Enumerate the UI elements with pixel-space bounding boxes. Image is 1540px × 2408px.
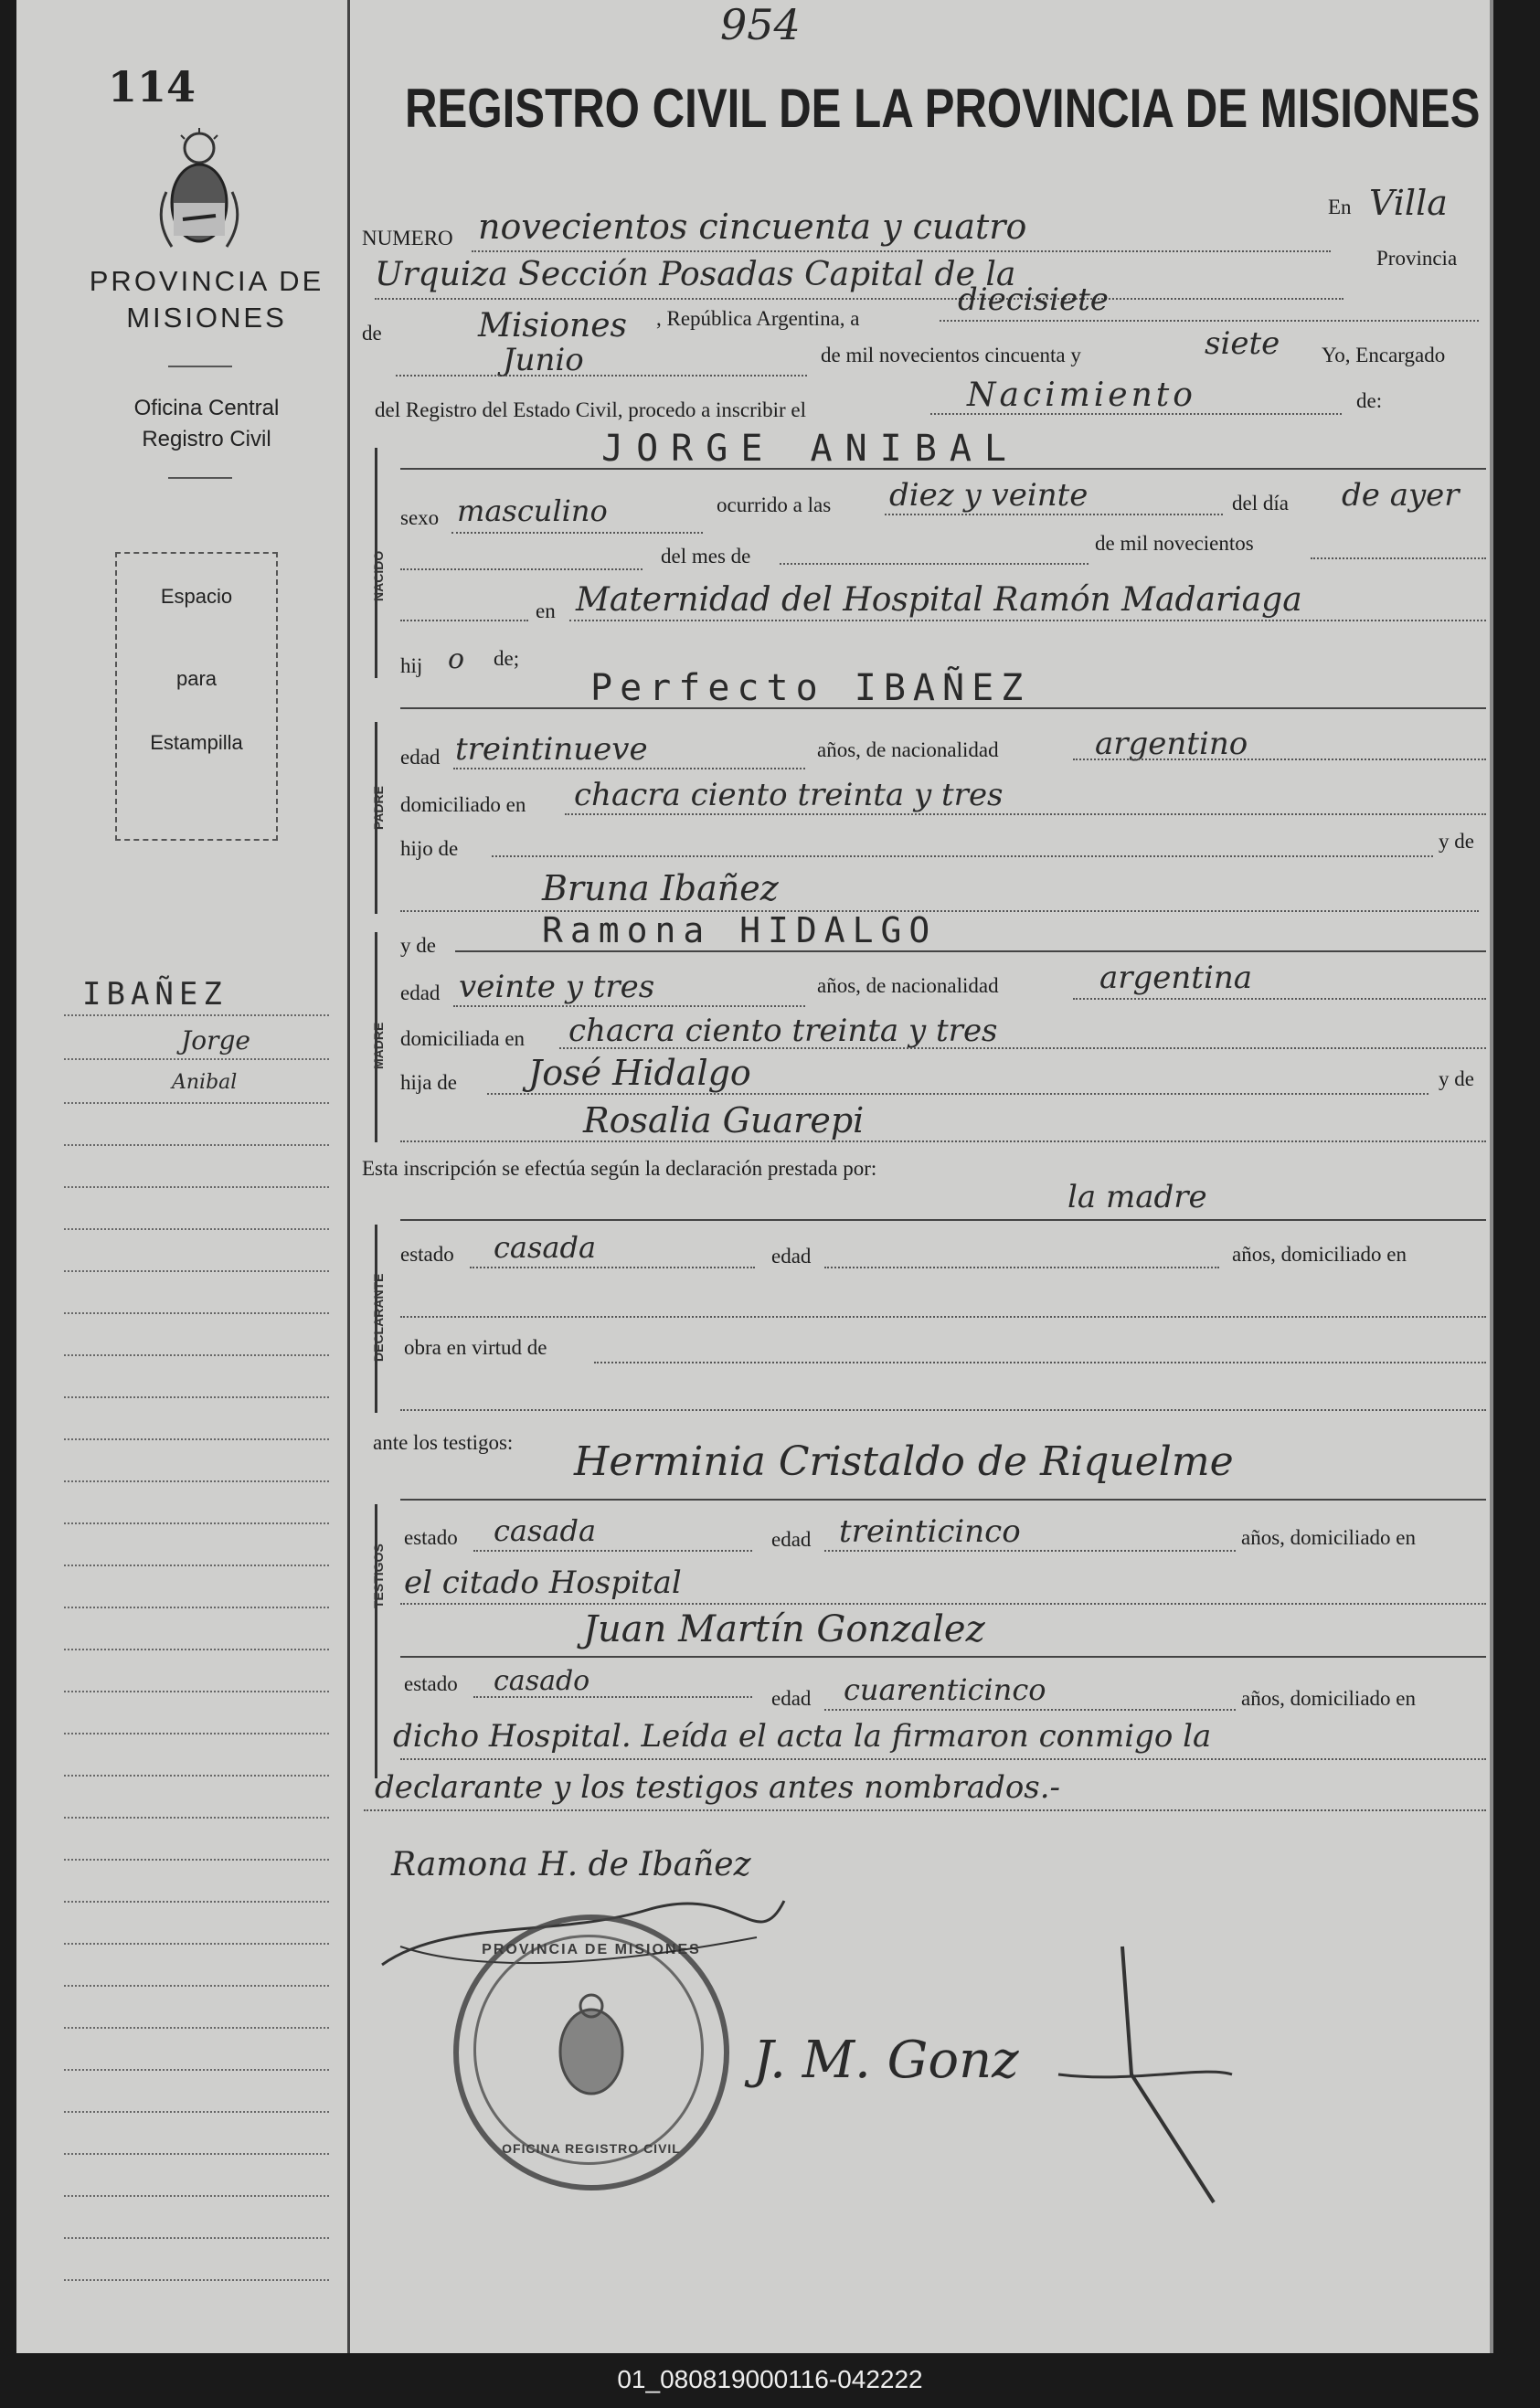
de-label: de — [362, 322, 382, 345]
folio-number: 114 — [108, 62, 196, 111]
witness2-age-value: cuarenticinco — [844, 1672, 1046, 1707]
hora-value: diez y veinte — [889, 477, 1089, 514]
section-label: NACIDO — [371, 550, 386, 601]
margin-surname: IBAÑEZ — [82, 976, 228, 1013]
edad-label: edad — [771, 1687, 812, 1710]
margin-column — [16, 0, 350, 2353]
section-label: PADRE — [371, 786, 386, 830]
child-name: JORGE ANIBAL — [601, 428, 1019, 470]
section-label: DECLARANTE — [371, 1273, 386, 1362]
anos-label: años, de nacionalidad — [817, 974, 999, 997]
testigos-intro: ante los testigos: — [373, 1431, 514, 1454]
provincia-value: Misiones — [478, 307, 628, 345]
page-number: 954 — [720, 0, 801, 49]
closing-line-2: declarante y los testigos antes nombrados.- — [375, 1769, 1061, 1806]
coat-of-arms-icon — [154, 128, 245, 256]
divider — [168, 366, 232, 367]
province-heading: PROVINCIA DE MISIONES — [89, 265, 324, 334]
father-nationality-value: argentino — [1095, 726, 1248, 762]
mother-name: Ramona HIDALGO — [542, 910, 938, 950]
declarant-estado-value: casada — [494, 1230, 597, 1265]
hijo-label: hijo de — [400, 837, 459, 860]
en-label: En — [1328, 196, 1352, 218]
signature-declarant: Ramona H. de Ibañez — [391, 1846, 751, 1883]
maternal-grandmother: Rosalia Guarepi — [583, 1100, 865, 1140]
dia-label: del día — [1232, 492, 1289, 514]
registro-label: del Registro del Estado Civil, procedo a inscribir el — [375, 398, 807, 421]
closing-line-1: dicho Hospital. Leída el acta la firmaron conmigo la — [393, 1718, 1212, 1755]
section-label: TESTIGOS — [371, 1543, 386, 1608]
y-de-label: y de — [1439, 830, 1474, 853]
numero-value: novecientos cincuenta y cuatro — [478, 207, 1027, 247]
dia-value: de ayer — [1342, 477, 1460, 514]
sexo-value: masculino — [457, 493, 608, 528]
margin-given-name: Anibal — [172, 1071, 238, 1094]
office-heading: Oficina Central Registro Civil — [133, 396, 280, 451]
day-value: diecisiete — [958, 281, 1109, 318]
seal-text: OFICINA REGISTRO CIVIL — [502, 2141, 681, 2156]
encargado-label: Yo, Encargado — [1322, 344, 1446, 366]
witness2-estado-value: casado — [494, 1665, 590, 1697]
stamp-box-label: para — [175, 667, 218, 690]
de-label: de; — [494, 647, 520, 670]
edad-label: edad — [400, 981, 441, 1004]
stamp-box-label: Espacio — [160, 585, 233, 608]
mother-nationality-value: argentina — [1099, 960, 1253, 996]
witness1-address: el citado Hospital — [404, 1565, 682, 1601]
edad-label: edad — [771, 1528, 812, 1551]
divider — [168, 477, 232, 479]
father-age-value: treintinueve — [455, 731, 648, 768]
de2-label: de: — [1356, 389, 1383, 412]
witness2-name: Juan Martín Gonzalez — [583, 1608, 985, 1650]
sexo-label: sexo — [400, 506, 440, 529]
maternal-grandfather: José Hidalgo — [528, 1053, 751, 1093]
document-page — [16, 0, 1493, 2353]
provincia-label: Provincia — [1376, 247, 1458, 270]
y-de-label: y de — [1439, 1067, 1474, 1090]
acta-value: Nacimiento — [967, 377, 1196, 414]
domicilio-label: domiciliada en — [400, 1027, 526, 1050]
signature-stroke-icon — [1022, 1937, 1241, 2212]
edad-label: edad — [400, 746, 441, 769]
image-id: 01_080819000116-042222 — [617, 2365, 923, 2393]
mother-address-value: chacra ciento treinta y tres — [568, 1013, 998, 1049]
stamp-box-label: Estampilla — [150, 731, 243, 754]
witness1-estado-value: casada — [494, 1513, 597, 1548]
year-value: siete — [1205, 325, 1280, 362]
en-value: Villa — [1369, 183, 1448, 223]
seal-emblem-icon — [546, 1993, 637, 2103]
page-title: REGISTRO CIVIL DE LA PROVINCIA DE MISIONES — [405, 78, 1481, 139]
en-label: en — [536, 599, 556, 622]
seal-text: PROVINCIA DE MISIONES — [482, 1942, 701, 1957]
year-label: de mil novecientos cincuenta y — [821, 344, 1081, 366]
margin-given-name: Jorge — [181, 1025, 250, 1055]
hij-label: hij — [400, 654, 423, 677]
domicilio-label: domiciliado en — [400, 793, 526, 816]
y-de-label: y de — [400, 934, 436, 957]
paternal-grandmother: Bruna Ibañez — [542, 868, 779, 908]
section-label: MADRE — [371, 1022, 386, 1069]
ocurrido-label: ocurrido a las — [717, 493, 832, 516]
anos-label: años, domiciliado en — [1232, 1243, 1407, 1266]
place-value: Urquiza Sección Posadas Capital de la — [375, 256, 1016, 293]
father-address-value: chacra ciento treinta y tres — [574, 777, 1004, 813]
estado-label: estado — [404, 1672, 458, 1695]
signature-official: J. M. Gonz — [753, 2031, 1019, 2090]
edad-label: edad — [771, 1245, 812, 1268]
official-seal — [453, 1915, 729, 2191]
month-value: Junio — [503, 342, 584, 378]
numero-label: NUMERO — [362, 227, 453, 249]
stamp-box — [115, 552, 278, 841]
mil-label: de mil novecientos — [1095, 532, 1254, 555]
mes-label: del mes de — [661, 545, 751, 568]
anos-label: años, domiciliado en — [1241, 1526, 1416, 1549]
anos-label: años, de nacionalidad — [817, 738, 999, 761]
witness1-name: Herminia Cristaldo de Riquelme — [574, 1438, 1234, 1485]
hij-value: o — [448, 643, 465, 675]
declaracion-intro: Esta inscripción se efectúa según la declaración prestada por: — [362, 1157, 877, 1180]
father-name: Perfecto IBAÑEZ — [590, 667, 1031, 709]
estado-label: estado — [404, 1526, 458, 1549]
witness1-age-value: treinticinco — [839, 1513, 1021, 1550]
birthplace-value: Maternidad del Hospital Ramón Madariaga — [576, 581, 1302, 619]
estado-label: estado — [400, 1243, 454, 1266]
anos-label: años, domiciliado en — [1241, 1687, 1416, 1710]
declarant-value: la madre — [1067, 1179, 1207, 1215]
obra-label: obra en virtud de — [404, 1336, 547, 1359]
hija-label: hija de — [400, 1071, 457, 1094]
mother-age-value: veinte y tres — [459, 969, 655, 1005]
republica-label: , República Argentina, a — [656, 307, 860, 330]
